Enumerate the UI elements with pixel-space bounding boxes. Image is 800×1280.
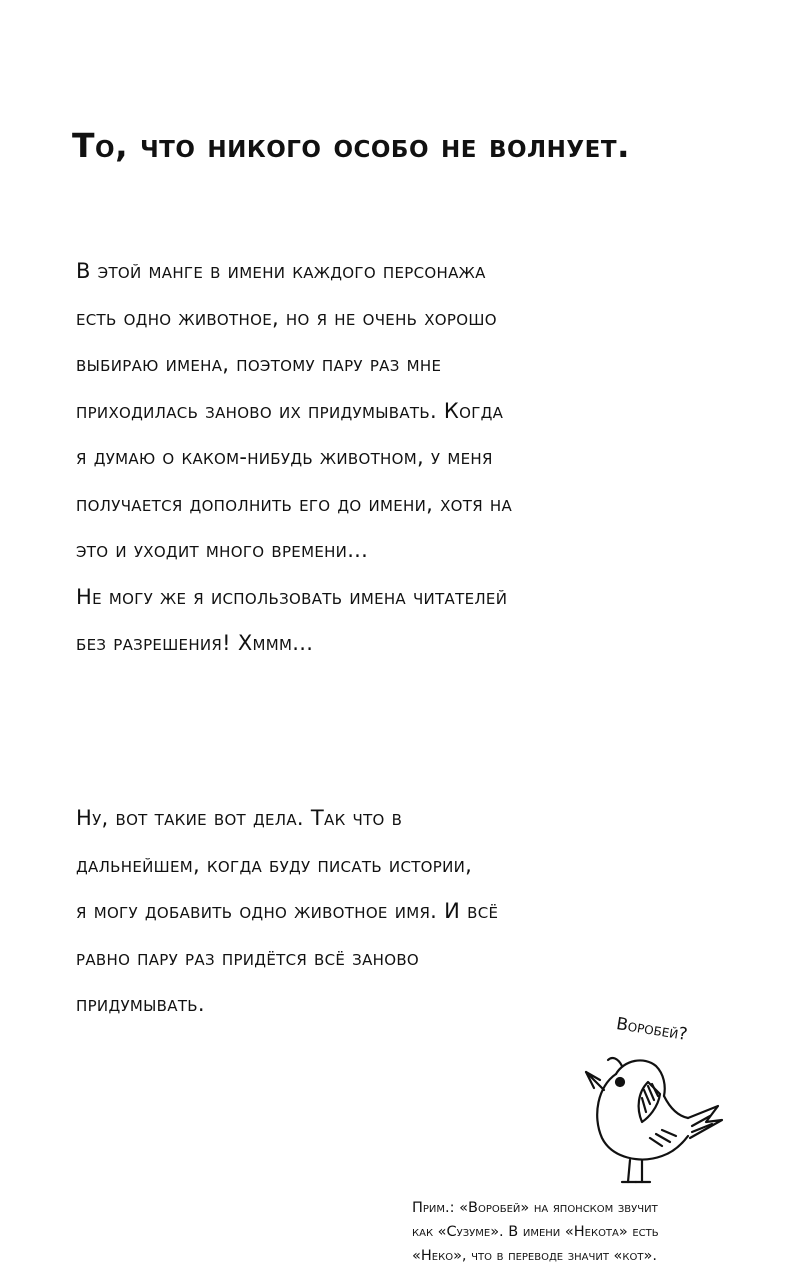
text-line: дальнейшем, когда буду писать истории, (76, 852, 473, 877)
note-line: «Неко», что в переводе значит «кот». (412, 1248, 657, 1264)
text-line: я могу добавить одно животное имя. И всё (76, 899, 499, 923)
text-line: без разрешения! Хммм... (76, 631, 314, 655)
sparrow-label: Воробей? (614, 1014, 689, 1045)
text-line: получается дополнить его до имени, хотя на (76, 491, 513, 516)
text-line: выбираю имена, поэтому пару раз мне (76, 352, 442, 376)
text-line: равно пару раз придётся всё заново (76, 945, 420, 970)
page-title: То, что никого особо не волнует. (72, 126, 631, 165)
text-line: Не могу же я использовать имена читателей (76, 584, 508, 609)
text-line: есть одно животное, но я не очень хорошо (76, 305, 497, 330)
note-line: Прим.: «Воробей» на японском звучит (412, 1200, 658, 1216)
note-line: как «Сузуме». В имени «Некота» есть (412, 1224, 659, 1240)
translator-note (412, 1196, 792, 1268)
text-line: Ну, вот такие вот дела. Так что в (76, 806, 403, 830)
paragraph-2 (76, 795, 716, 1028)
sparrow-icon (578, 1046, 728, 1186)
text-line: придумывать. (76, 992, 205, 1016)
text-line: приходилась заново их придумывать. Когда (76, 398, 504, 423)
text-line: я думаю о каком-нибудь животном, у меня (76, 445, 493, 469)
text-line: это и уходит много времени... (76, 538, 369, 562)
text-line: В этой манге в имени каждого персонажа (76, 259, 486, 283)
paragraph-1 (76, 248, 716, 667)
